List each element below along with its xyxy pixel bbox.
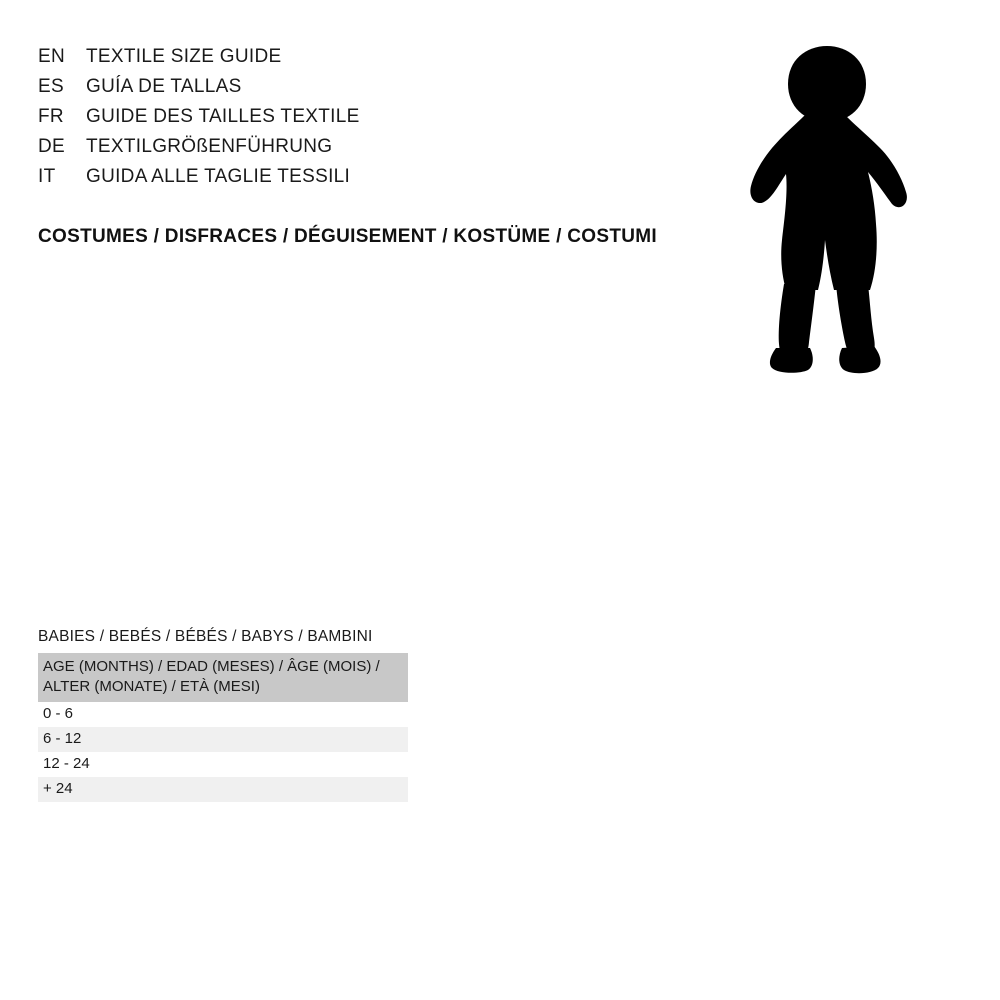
size-table xyxy=(38,653,408,802)
language-row-fr xyxy=(38,106,658,136)
language-row-en xyxy=(38,46,658,76)
language-text-en: TEXTILE SIZE GUIDE xyxy=(86,46,282,67)
table-cell-age: 0 - 6 xyxy=(38,702,408,727)
language-code-en: EN xyxy=(38,46,65,67)
table-header-age: AGE (MONTHS) / EDAD (MESES) / ÂGE (MOIS) / ALTER (MONATE) / ETÀ (MESI) xyxy=(38,653,408,702)
toddler-silhouette-icon xyxy=(726,44,926,374)
language-text-de: TEXTILGRÖßENFÜHRUNG xyxy=(86,136,333,157)
babies-size-table-section xyxy=(38,628,418,802)
table-cell-age: + 24 xyxy=(38,777,408,802)
table-row xyxy=(38,702,408,727)
language-code-es: ES xyxy=(38,76,64,97)
table-cell-age: 12 - 24 xyxy=(38,752,408,777)
language-text-es: GUÍA DE TALLAS xyxy=(86,76,242,97)
language-row-de xyxy=(38,136,658,166)
table-row xyxy=(38,752,408,777)
table-caption: BABIES / BEBÉS / BÉBÉS / BABYS / BAMBINI xyxy=(38,628,373,645)
language-row-es xyxy=(38,76,658,106)
table-row xyxy=(38,727,408,752)
language-row-it xyxy=(38,166,658,196)
language-code-de: DE xyxy=(38,136,65,157)
language-text-it: GUIDA ALLE TAGLIE TESSILI xyxy=(86,166,351,187)
language-title-block xyxy=(38,46,658,196)
language-code-it: IT xyxy=(38,166,56,187)
category-line: COSTUMES / DISFRACES / DÉGUISEMENT / KOSTÜME / COSTUMI xyxy=(38,226,657,247)
language-text-fr: GUIDE DES TAILLES TEXTILE xyxy=(86,106,360,127)
table-cell-age: 6 - 12 xyxy=(38,727,408,752)
table-header-row xyxy=(38,653,408,702)
language-code-fr: FR xyxy=(38,106,64,127)
table-row xyxy=(38,777,408,802)
